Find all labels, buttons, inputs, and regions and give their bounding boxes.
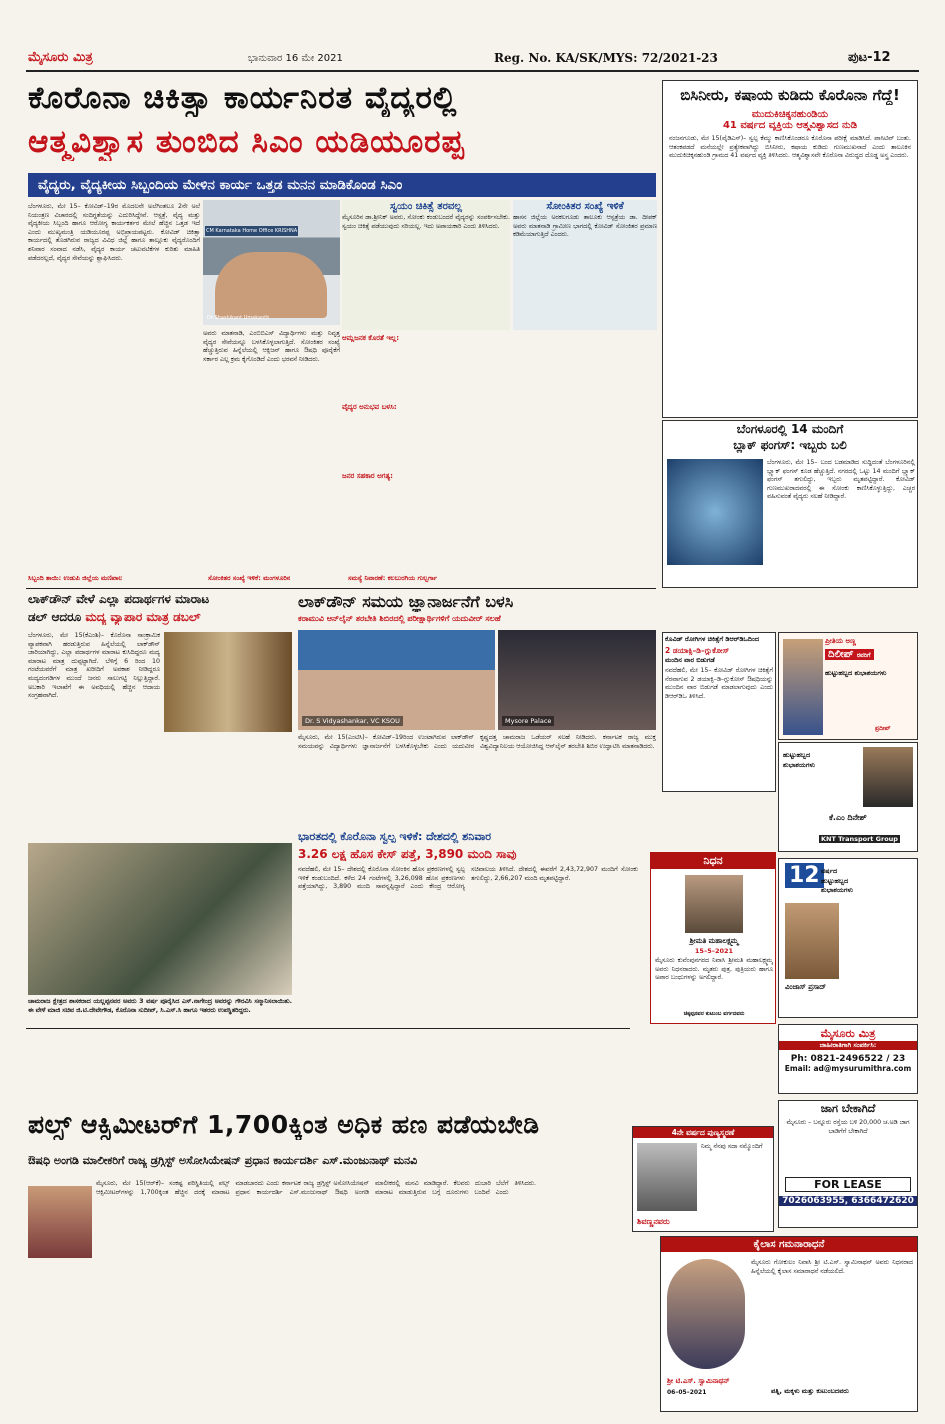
lease-body: ಮೈಸೂರು – ಬನ್ನೂರು ರಸ್ತೆಯ ಬಳಿ 20,000 ಚ.ಅಡಿ ಜಾಗ ಬಾಡಿಗೆಗೆ ಬೇಕಾಗಿದೆ — [786, 1119, 910, 1135]
birthday-ad-dileep — [778, 632, 918, 740]
drdo-story — [662, 632, 776, 792]
oximeter-body: ಮೈಸೂರು, ಮೇ 15(ಆರ್‌ಕೆ)– ಸಂಕಷ್ಟ ಪರಿಸ್ಥಿತಿಯಲ್ಲಿ ಪಲ್ಸ್ ಆಕ್ಸಿಮೀಟರ್‌ಗಳನ್ನು 1,700ಕ್ಕಿಂತ ಹೆಚ್ಚಿನ ದರಕ್ಕೆ ಮಾರಾಟ ಮಾಡಬಾರದು ಎಂದು ಕರ್ನಾಟಕ ರಾಜ್ಯ ಡ್ರಗ್ಗಿಸ್ಟ್ ಅಸೋಸಿಯೇಷನ್ ಪ್ರಧಾನ ಕಾರ್ಯದರ್ಶಿ ಎಸ್.ಮಂಜುನಾಥ್ ಔಷಧಿ ಅಂಗಡಿ ಮಾಲೀಕರಲ್ಲಿ ಮನವಿ ಮಾಡಿದ್ದಾರೆ. ಕೆಲವರು ದುಬಾರಿ ಬೆಲೆಗೆ ಮಾರಾಟ ಮಾಡುತ್ತಿರುವ ಬಗ್ಗೆ ದೂರುಗಳು ಬಂದಿವೆ ಎಂದು ತಿಳಿಸಿದರು. — [96, 1180, 537, 1196]
bday3-age: 12 — [785, 863, 824, 888]
memorial-name: ಶಿವಣ್ಣನವರು — [637, 1217, 670, 1226]
liquor-shop-photo — [164, 632, 292, 732]
birthday-ad-child — [778, 858, 918, 1018]
bday3-photo — [785, 903, 839, 979]
sidebar-cases-decline-body: ಹಾಸನ ಜಿಲ್ಲೆಯ ಅರಕಲಗೂಡು ತಾಲೂಕು ಆಸ್ಪತ್ರೆಯ ಡಾ. ದೀಪಕ್ ಅವರು ಮಾತನಾಡಿ ಗ್ರಾಮೀಣ ಭಾಗದಲ್ಲಿ ಕೋವಿಡ್ ಸೋಂಕಿತರ ಪ್ರಮಾಣ ಕಡಿಮೆಯಾಗುತ್ತಿದೆ ಎಂದರು. — [513, 214, 657, 239]
oximeter-rule — [26, 1028, 630, 1029]
covid-headline-1: ಭಾರತದಲ್ಲಿ ಕೊರೊನಾ ಸ್ವಲ್ಪ ಇಳಿಕೆ: ದೇಶದಲ್ಲಿ ಶನಿವಾರ — [298, 830, 492, 843]
registration-number: Reg. No. KA/SK/MYS: 72/2021-23 — [494, 51, 718, 65]
page-number: ಪುಟ-12 — [848, 50, 891, 65]
kailasa-body: ಮೈಸೂರು ಗೋಕುಲಂ ನಿವಾಸಿ ಶ್ರೀ ಟಿ.ಎಸ್. ಸ್ವಾಮಿನಾಥನ್ ಅವರು ನಿಧನರಾದ ಹಿನ್ನೆಲೆಯಲ್ಲಿ ಕೈಲಾಸ ಸಮಾರಾಧನೆ ನಡೆಯಲಿದೆ. — [751, 1259, 913, 1275]
memorial-body: ನಿಮ್ಮ ನೆನಪು ಸದಾ ನಮ್ಮೊಂದಿಗೆ — [701, 1143, 763, 1150]
mitra-contact-label: ಜಾಹೀರಾತಿಗಾಗಿ ಸಂಪರ್ಕಿಸಿ: — [779, 1041, 917, 1050]
issue-date: ಭಾನುವಾರ 16 ಮೇ 2021 — [248, 53, 343, 64]
felicitation-caption: ಚಾಮರಾಜ ಕ್ಷೇತ್ರದ ಶಾಸಕರಾದ ಯಲ್ಲಪ್ಪನವರ ಅವರು 3 ವರ್ಷ ಪೂರೈಸಿದ ಎಸ್.ನಾಗೇಂದ್ರ ಅವರನ್ನು ಗೌರವಿಸಿ ಸನ್ಮಾನಿಸಲಾಯಿತು. ಈ ವೇಳೆ ಮಾಜಿ ಸಚಿವ ಜಿ.ಟಿ.ದೇವೇಗೌಡ, ಕೊರೊನಾ ಸುದೀಪ್, ಸಿ.ಎಸ್.ಸಿ ಹಾಗೂ ಇತರರು ಉಪಸ್ಥಿತರಿದ್ದರು. — [28, 998, 292, 1014]
mitra-logo: ಮೈಸೂರು ಮಿತ್ರ — [820, 1027, 876, 1040]
lead-continuation — [342, 334, 657, 574]
obit-date: 15–5–2021 — [694, 947, 734, 955]
covid-headline-2: 3.26 ಲಕ್ಷ ಹೊಸ ಕೇಸ್ ಪತ್ತೆ, 3,890 ಮಂದಿ ಸಾವು — [298, 847, 517, 861]
bday1-wish: ಹುಟ್ಟುಹಬ್ಬದ ಶುಭಾಶಯಗಳು — [825, 669, 887, 677]
paper-logo: ಮೈಸೂರು ಮಿತ್ರ — [28, 50, 93, 65]
sidebar-cases-decline — [513, 200, 657, 330]
kailasa-photo — [667, 1259, 745, 1369]
obit-title: ನಿಧನ — [651, 853, 775, 869]
lead-headline-2: ಆತ್ಮವಿಶ್ವಾಸ ತುಂಬಿದ ಸಿಎಂ ಯಡಿಯೂರಪ್ಪ — [28, 124, 465, 160]
kailasa-name: ಶ್ರೀ ಟಿ.ಎಸ್. ಸ್ವಾಮಿನಾಥನ್ — [667, 1377, 730, 1385]
cm-video-photo — [203, 200, 340, 325]
lease-phone: 7026063955, 6366472620 — [779, 1196, 917, 1206]
lead-subhead-experience: ವೈದ್ಯರ ಅನುಭವ ಬಳಸಿ: — [342, 403, 397, 411]
lead-subhead-cooperation: ಜನರ ಸಹಕಾರ ಅಗತ್ಯ: — [342, 472, 393, 480]
drdo-body: ನವದೆಹಲಿ, ಮೇ 15– ಕೋವಿಡ್ ರೋಗಿಗಳ ಚಿಕಿತ್ಸೆಗೆ ನೆರವಾಗುವ 2 ಡಯಾಕ್ಸಿ–ಡಿ–ಗ್ಲುಕೋಸ್ ಔಷಧಿಯನ್ನು ಮುಂದಿನ ವಾರ ಬಿಡುಗಡೆ ಮಾಡಲಾಗುವುದು ಎಂದು ಡಿಆರ್‌ಡಿಒ ತಿಳಿಸಿದೆ. — [665, 667, 773, 700]
photo-banner: CM Karnataka Home Office KRISHNA — [206, 228, 298, 234]
lead-tail-3: ಸಮಸ್ಯೆ ನಿವಾರಣೆ: ಕಲಬುರಗಿಯ ಗುಲ್ಬರ್ಗಾ — [348, 574, 438, 582]
kashaya-title: ಬಿಸಿನೀರು, ಕಷಾಯ ಕುಡಿದು ಕೊರೊನಾ ಗೆದ್ದೆ! — [680, 86, 900, 104]
kailasa-ad — [660, 1236, 918, 1412]
sidebar-cases-decline-title: ಸೋಂಕಿತರ ಸಂಖ್ಯೆ ಇಳಿಕೆ — [546, 201, 624, 212]
lead-body-col1: ಬೆಂಗಳೂರು, ಮೇ 15– ಕೋವಿಡ್–19ರ ಮೊದಲನೇ ಅಲೆಗಿಂತಲೂ 2ನೇ ಅಲೆ ನಿಯಂತ್ರಣ ವಿಚಾರದಲ್ಲಿ ಸಂದಿಗ್ಧತೆಯನ್ನು ಎದುರಿಸಿದ್ದೇವೆ. ಆಸ್ಪತ್ರೆ, ವೈದ್ಯ ಮತ್ತು ವೈದ್ಯಕೀಯ ಸಿಬ್ಬಂದಿ ಹಾಗೂ ಆರೋಗ್ಯ ಕಾರ್ಯಕರ್ತರ ಮೇಲೆ ಹೆಚ್ಚಿನ ಒತ್ತಡ ಇದೆ ಎಂದು ಮುಖ್ಯಮಂತ್ರಿ ಯಡಿಯೂರಪ್ಪ ಅಭಿಪ್ರಾಯಪಟ್ಟರು. ಕೋವಿಡ್ ಚಿಕಿತ್ಸಾ ಕಾರ್ಯದಲ್ಲಿ ತೊಡಗಿರುವ ರಾಜ್ಯದ ವಿವಿಧ ಜಿಲ್ಲೆ ಹಾಗೂ ತಾಲ್ಲೂಕು ವೈದ್ಯರೊಂದಿಗೆ ಶನಿವಾರ ಸಂವಾದ ನಡೆಸಿ, ವೈದ್ಯರ ಕಾರ್ಯ ಚಟುವಟಿಕೆಗಳ ಕುರಿತು ಮಾಹಿತಿ ಪಡೆದರಲ್ಲದೆ, ವೈದ್ಯರ ಸೇವೆಯನ್ನು ಶ್ಲಾಘಿಸಿದರು. — [28, 203, 200, 262]
bday1-photo — [783, 639, 823, 735]
oximeter-subhead: ಔಷಧಿ ಅಂಗಡಿ ಮಾಲೀಕರಿಗೆ ರಾಜ್ಯ ಡ್ರಗ್ಗಿಸ್ಟ್ ಅಸೋಸಿಯೇಷನ್ ಪ್ರಧಾನ ಕಾರ್ಯದರ್ಶಿ ಎಸ್.ಮಂಜುನಾಥ್ ಮನವಿ — [28, 1154, 418, 1167]
drdo-title: ಕೊವಿಡ್ ರೋಗಿಗಳ ಚಿಕಿತ್ಸೆಗೆ ಡಿಆರ್‌ಡಿಒದಿಂದ — [665, 635, 760, 643]
lead-strap: ವೈದ್ಯರು, ವೈದ್ಯಕೀಯ ಸಿಬ್ಬಂದಿಯ ಮೇಳಿನ ಕಾರ್ಯ ಒತ್ತಡ ಮನನ ಮಾಡಿಕೊಂಡ ಸಿಎಂ — [28, 173, 656, 197]
obit-body: ಮೈಸೂರು ಕುವೆಂಪುನಗರದ ನಿವಾಸಿ ಶ್ರೀಮತಿ ಮಹಾಲಕ್ಷ್ಮಮ್ಮ ಅವರು ನಿಧನರಾದರು. ಮೃತರು ಪುತ್ರ, ಪುತ್ರಿಯರು ಹಾಗೂ ಅಪಾರ ಬಂಧುಗಳನ್ನು ಅಗಲಿದ್ದಾರೆ. — [655, 957, 773, 982]
drdo-drug: 2 ಡಯಾಕ್ಸಿ–ಡಿ–ಗ್ಲುಕೋಸ್ — [665, 646, 730, 655]
kashaya-place: ಮುದುಕಿಚಿಕ್ಕನಹುಂಡಿಯ — [751, 109, 829, 120]
bday1-name — [825, 649, 874, 660]
felicitation-photo — [28, 843, 292, 995]
manjunath-photo — [28, 1186, 92, 1258]
kailasa-title: ಕೈಲಾಸ ಗಮನಾರಾಧನೆ — [661, 1237, 917, 1252]
fungus-title-2: ಬ್ಲಾಕ್ ಫಂಗಸ್: ಇಬ್ಬರು ಬಲಿ — [733, 438, 847, 452]
lease-label: FOR LEASE — [785, 1177, 911, 1192]
obit-family: ಚಿಕ್ಕಪ್ಪನವರ ಕುಟುಂಬ ವರ್ಗದವರು — [683, 1011, 745, 1017]
bday2-org: KNT Transport Group — [821, 835, 898, 843]
yaduveer-photo-caption: Mysore Palace — [502, 716, 554, 726]
memorial-photo — [637, 1143, 697, 1211]
sidebar-self-treatment-title: ಸ್ವಯಂ ಚಿಕಿತ್ಸೆ ತರವಲ್ಲ — [390, 201, 462, 212]
liquor-headline-2b: ಮದ್ಯ ವ್ಯಾಪಾರ ಮಾತ್ರ ಡಬಲ್ — [85, 610, 201, 624]
kashaya-subhead: 41 ವರ್ಷದ ವ್ಯಕ್ತಿಯ ಆತ್ಮವಿಶ್ವಾಸದ ನುಡಿ — [722, 120, 858, 131]
mitra-phone: Ph: 0821-2496522 / 23 — [790, 1054, 906, 1064]
drdo-release: ಮಂದಿನ ವಾರ ಬಿಡುಗಡೆ — [665, 656, 715, 664]
ksou-body: ಮೈಸೂರು, ಮೇ 15(ಎಂಟಿಸಿ)– ಕೋವಿಡ್–19ರಿಂದ ಉಂಟಾಗಿರುವ ಲಾಕ್‌ಡೌನ್ ಸಮಯವನ್ನು ವಿದ್ಯಾರ್ಥಿಗಳು ಜ್ಞಾನಾರ್ಜನೆಗೆ ಬಳಸಿಕೊಳ್ಳಬೇಕು ಎಂದು ಯದುವೀರ ಕೃಷ್ಣದತ್ತ ಚಾಮರಾಜ ಒಡೆಯರ್ ಸಲಹೆ ನೀಡಿದರು. ಕರ್ನಾಟಕ ರಾಜ್ಯ ಮುಕ್ತ ವಿಶ್ವವಿದ್ಯಾನಿಲಯ ಆಯೋಜಿಸಿದ್ದ ಆನ್‌ಲೈನ್ ತರಬೇತಿ ಶಿಬಿರ ಉದ್ಘಾಟಿಸಿ ಮಾತನಾಡಿದರು. — [298, 734, 656, 750]
kashaya-body: ನಂಜನಗೂಡು, ಮೇ 15(ವೈಡಿಎಸ್)– ಸ್ವಲ್ಪ ಕೆಮ್ಮು ಕಾಣಿಸಿಕೊಂಡರೂ ಕೊರೊನಾ ಪರೀಕ್ಷೆ ಮಾಡಿಸಿದೆ. ಪಾಸಿಟಿವ್ ಬಂತು. ಆತಂಕಪಡದೆ ಮನೆಯಲ್ಲೇ ಪ್ರತ್ಯೇಕವಾಗಿದ್ದು ಬಿಸಿನೀರು, ಕಷಾಯ ಕುಡಿದು ಗುಣಮುಖನಾದೆ ಎಂದು ತಾಲೂಕಿನ ಮುದುಕಿಚಿಕ್ಕನಹುಂಡಿ ಗ್ರಾಮದ 41 ವರ್ಷದ ವ್ಯಕ್ತಿ ತಿಳಿಸಿದರು. ಆತ್ಮವಿಶ್ವಾಸವೇ ಕೊರೊನಾ ವಿರುದ್ಧದ ದೊಡ್ಡ ಅಸ್ತ್ರ ಎಂದರು. — [669, 135, 911, 160]
sidebar-self-treatment-body: ಮೈಸೂರಿನ ಡಾ.ಶ್ರೀನಿಕ್ ಅವರು, ಸೋಂಕು ಕಂಡುಬಂದರೆ ವೈದ್ಯರನ್ನು ಸಂಪರ್ಕಿಸಬೇಕು. ಸ್ವಯಂ ಚಿಕಿತ್ಸೆ ಪಡೆಯುವುದು ಸರಿಯಲ್ಲ. ಇದು ಅಪಾಯಕಾರಿ ಎಂದು ತಿಳಿಸಿದರು. — [342, 214, 510, 230]
ksou-meeting-photo — [298, 630, 495, 730]
covid-body: ನವದೆಹಲಿ, ಮೇ 15– ದೇಶದಲ್ಲಿ ಕೊರೊನಾ ಸೋಂಕಿನ ಹೊಸ ಪ್ರಕರಣಗಳಲ್ಲಿ ಸ್ವಲ್ಪ ಇಳಿಕೆ ಕಂಡುಬಂದಿದೆ. ಕಳೆದ 24 ಗಂಟೆಗಳಲ್ಲಿ 3,26,098 ಹೊಸ ಪ್ರಕರಣಗಳು ಪತ್ತೆಯಾಗಿದ್ದು, 3,890 ಮಂದಿ ಸಾವನ್ನಪ್ಪಿದ್ದಾರೆ ಎಂದು ಕೇಂದ್ರ ಆರೋಗ್ಯ ಸಚಿವಾಲಯ ತಿಳಿಸಿದೆ. ದೇಶದಲ್ಲಿ ಈವರೆಗೆ 2,43,72,907 ಮಂದಿಗೆ ಸೋಂಕು ತಗುಲಿದ್ದು, 2,66,207 ಮಂದಿ ಮೃತಪಟ್ಟಿದ್ದಾರೆ. — [298, 866, 638, 891]
ksou-subhead: ಕರಾಮುವಿ ಆನ್‌ಲೈನ್ ತರಬೇತಿ ಶಿಬಿರದಲ್ಲಿ ಪರೀಕ್ಷಾರ್ಥಿಗಳಿಗೆ ಯದುವೀರ್ ಸಲಹೆ — [298, 614, 501, 623]
mitra-ad-contact — [778, 1024, 918, 1094]
oximeter-headline: ಪಲ್ಸ್ ಆಕ್ಸಿಮೀಟರ್‌ಗೆ 1,700ಕ್ಕಿಂತ ಅಧಿಕ ಹಣ ಪಡೆಯಬೇಡಿ — [28, 1110, 540, 1139]
yaduveer-photo — [498, 630, 656, 730]
liquor-headline-1: ಲಾಕ್‌ಡೌನ್ ವೇಳೆ ಎಲ್ಲಾ ಪದಾರ್ಥಗಳ ಮಾರಾಟ — [28, 592, 210, 606]
kashaya-story — [662, 80, 918, 418]
bday2-wish: ಶುಭಾಶಯಗಳು — [783, 761, 815, 769]
fungus-image — [667, 459, 763, 565]
obit-photo — [685, 875, 743, 933]
memorial-ad — [632, 1126, 774, 1232]
lead-tail-2: ಸೋಂಕಿತರ ಸಂಖ್ಯೆ ಇಳಿಕೆ: ಮಂಗಳೂರಿನ — [208, 574, 291, 582]
lead-body-col2: ಅವರು ಮಾತನಾಡಿ, ಎಂಬಿಬಿಎಸ್ ವಿದ್ಯಾರ್ಥಿಗಳು ಮತ್ತು ನಿವೃತ್ತ ವೈದ್ಯರ ಸೇವೆಯನ್ನೂ ಬಳಸಿಕೊಳ್ಳಲಾಗುತ್ತಿದೆ. ಸೋಂಕಿತರ ಸಂಖ್ಯೆ ಹೆಚ್ಚುತ್ತಿರುವ ಹಿನ್ನೆಲೆಯಲ್ಲಿ ಆಕ್ಸಿಜನ್ ಹಾಗೂ ಔಷಧಿ ಪೂರೈಕೆಗೆ ಸರ್ಕಾರ ಎಲ್ಲ ಕ್ರಮ ಕೈಗೊಂಡಿದೆ ಎಂದು ಭರವಸೆ ನೀಡಿದರು. — [203, 330, 340, 363]
lead-tail-1: ಸಿಬ್ಬಂದಿ ತಾಯಿ: ಉಡುಪಿ ಜಿಲ್ಲೆಯ ಮಣಿಪಾಲ — [28, 574, 123, 582]
lease-title: ಜಾಗ ಬೇಕಾಗಿದೆ — [820, 1102, 876, 1115]
kailasa-date: 06–05–2021 — [667, 1389, 707, 1396]
bday3-name: ವಿಂಜಾಸ್ ಪ್ರಸಾದ್ — [785, 983, 826, 991]
bday3-wish: ಹುಟ್ಟುಹಬ್ಬದ ಶುಭಾಶಯಗಳು — [821, 877, 853, 894]
bday3-line: ವರ್ಷದ — [821, 867, 838, 875]
doctor-figure — [215, 252, 327, 318]
lease-ad — [778, 1100, 918, 1228]
black-fungus-story — [662, 420, 918, 588]
obit-name: ಶ್ರೀಮತಿ ಮಹಾಲಕ್ಷ್ಮಮ್ಮ — [689, 937, 739, 945]
bday1-from: ಪ್ರದೀಪ್ — [875, 725, 891, 732]
lead-headline-1: ಕೊರೊನಾ ಚಿಕಿತ್ಸಾ ಕಾರ್ಯನಿರತ ವೈದ್ಯರಲ್ಲಿ — [28, 80, 458, 116]
lead-subhead-oxygen: ಆಮ್ಲಜನಕ ಕೊರತೆ ಇಲ್ಲ: — [342, 334, 400, 342]
birthday-ad-dinesh — [778, 742, 918, 852]
kailasa-family: ಪತ್ನಿ, ಮಕ್ಕಳು ಮತ್ತು ಕುಟುಂಬದವರು — [771, 1387, 849, 1395]
bday1-name-text: ದಿಲೀಪ್ — [828, 649, 854, 660]
memorial-title: 4ನೇ ವರ್ಷದ ಪುಣ್ಯಸ್ಮರಣೆ — [633, 1127, 773, 1138]
liquor-headline-2a: ಡಲ್ ಆದರೂ — [28, 610, 86, 624]
section-rule — [26, 588, 656, 589]
fungus-body: ಬೆಂಗಳೂರು, ಮೇ 15– ಬಂದ ಬಡಮಾಡಿದ ಸುದ್ದಿದಂತೆ ಬೆಂಗಳೂರಿನಲ್ಲಿ ಬ್ಲ್ಯಾಕ್ ಫಂಗಸ್ ಕೂಡ ಹೆಚ್ಚುತ್ತಿದೆ. ನಗರದಲ್ಲಿ ಒಟ್ಟು 14 ಮಂದಿಗೆ ಬ್ಲ್ಯಾಕ್ ಫಂಗಸ್ ತಗುಲಿದ್ದು, ಇಬ್ಬರು ಮೃತಪಟ್ಟಿದ್ದಾರೆ. ಕೋವಿಡ್ ಗುಣಮುಖರಾದವರಲ್ಲಿ ಈ ಸೋಂಕು ಕಾಣಿಸಿಕೊಳ್ಳುತ್ತಿದ್ದು, ಎಚ್ಚರ ವಹಿಸುವಂತೆ ವೈದ್ಯರು ಸಲಹೆ ನೀಡಿದ್ದಾರೆ. — [767, 459, 915, 501]
bday2-photo — [863, 747, 913, 807]
liquor-body: ಬೆಂಗಳೂರು, ಮೇ 15(ಕೆಎಂಶಿ)– ಕೊರೊನಾ ಸಾಂಕ್ರಾಮಿಕ ವ್ಯಾಪಕವಾಗಿ ಹರಡುತ್ತಿರುವ ಹಿನ್ನೆಲೆಯಲ್ಲಿ ಲಾಕ್‌ಡೌನ್ ಜಾರಿಯಾಗಿದ್ದು, ಎಲ್ಲಾ ಪದಾರ್ಥಗಳ ಮಾರಾಟ ಕುಸಿದಿದ್ದರೂ ಮದ್ಯ ಮಾರಾಟ ಮಾತ್ರ ದುಪ್ಪಟ್ಟಾಗಿದೆ. ಬೆಳಿಗ್ಗೆ 6 ರಿಂದ 10 ಗಂಟೆಯವರೆಗೆ ಮಾತ್ರ ಖರೀದಿಗೆ ಅವಕಾಶ ನೀಡಿದ್ದರೂ ಮದ್ಯದಂಗಡಿಗಳ ಮುಂದೆ ಜನರು ಸಾಲುಗಟ್ಟಿ ನಿಲ್ಲುತ್ತಿದ್ದಾರೆ. ಅಬಕಾರಿ ಇಲಾಖೆಗೆ ಈ ಅವಧಿಯಲ್ಲಿ ಹೆಚ್ಚಿನ ಆದಾಯ ಸಂಗ್ರಹವಾಗಿದೆ. — [28, 632, 160, 700]
ksou-headline: ಲಾಕ್‌ಡೌನ್ ಸಮಯ ಜ್ಞಾನಾರ್ಜನೆಗೆ ಬಳಸಿ — [298, 592, 514, 611]
liquor-headline-2 — [28, 610, 318, 625]
bday1-top: ಪ್ರೀತಿಯ ಅಣ್ಣ — [825, 637, 857, 645]
ksou-photo-caption: Dr. S Vidyashankar, VC KSOU — [302, 716, 403, 726]
bday1-suffix: ರವರಿಗೆ — [856, 652, 871, 659]
bday2-top: ಹುಟ್ಟುಹಬ್ಬದ — [783, 751, 811, 759]
masthead-rule — [26, 70, 919, 72]
photo-name: Dr Shashikant Umakanth — [207, 315, 270, 321]
bday2-name: ಕೆ.ಎಂ ದಿನೇಶ್ — [829, 813, 867, 822]
obituary-ad — [650, 852, 776, 1024]
sidebar-self-treatment — [342, 200, 510, 330]
fungus-title-1: ಬೆಂಗಳೂರಲ್ಲಿ 14 ಮಂದಿಗೆ — [736, 422, 844, 436]
mitra-email: Email: ad@mysurumithra.com — [784, 1064, 912, 1073]
